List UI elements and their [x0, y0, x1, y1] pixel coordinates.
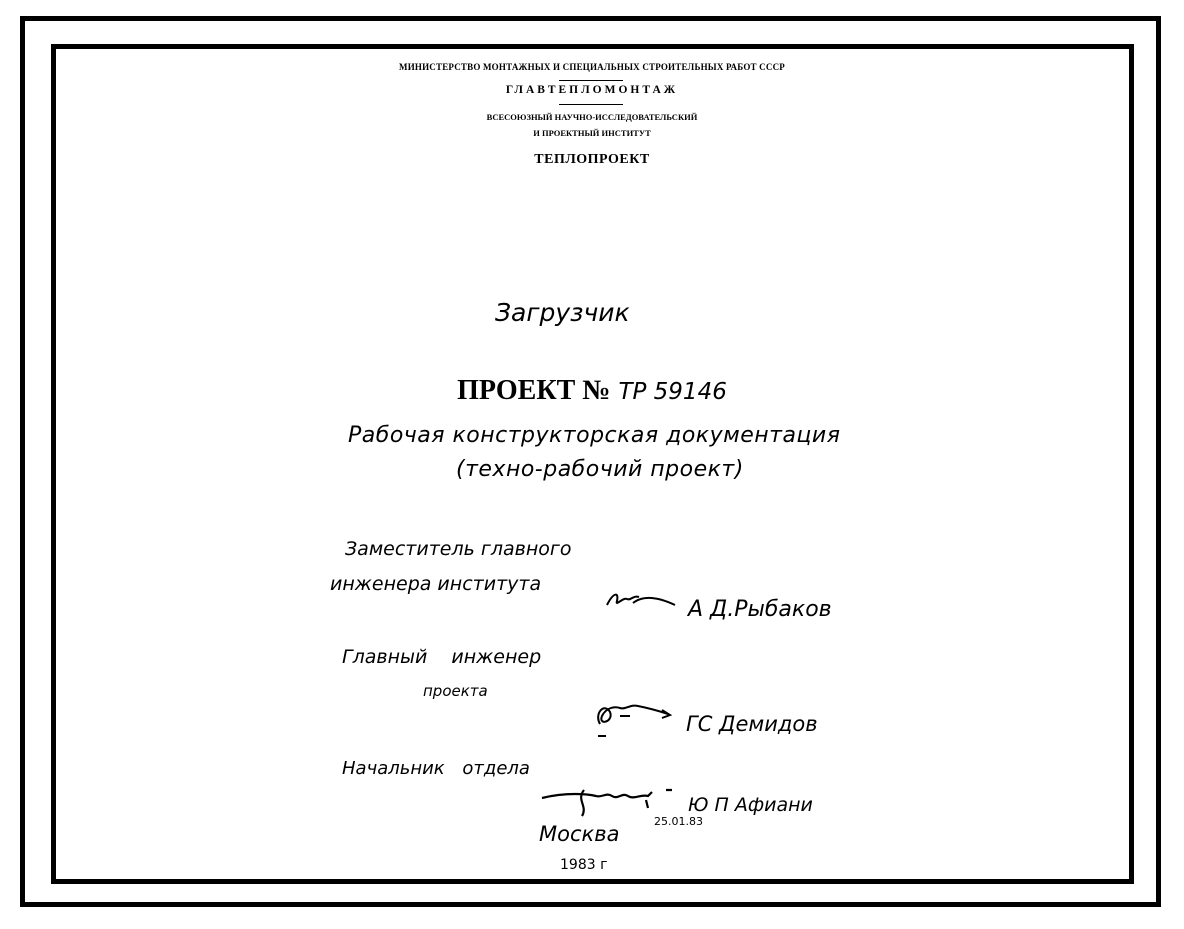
directorate-name: ГЛАВТЕПЛОМОНТАЖ: [505, 84, 679, 96]
doc-type-line2: (техно-рабочий проект): [456, 457, 744, 482]
city: Москва: [539, 822, 620, 846]
institute-line1: ВСЕСОЮЗНЫЙ НАУЧНО-ИССЛЕДОВАТЕЛЬСКИЙ: [486, 112, 698, 122]
deputy-title-line2: инженера института: [330, 573, 542, 595]
year: 1983 г: [560, 857, 608, 873]
project-label: ПРОЕКТ №: [457, 375, 611, 406]
header-rule-top: [559, 80, 623, 81]
deputy-signature-icon: [603, 585, 678, 615]
project-heading: [0, 375, 1184, 407]
deputy-title-line1: Заместитель главного: [345, 538, 572, 560]
institute-name: ТЕПЛОПРОЕКТ: [534, 152, 650, 167]
chief-title-line2: проекта: [423, 682, 488, 700]
institute-line2: И ПРОЕКТНЫЙ ИНСТИТУТ: [533, 128, 651, 138]
subject-title: Загрузчик: [495, 298, 630, 327]
chief-title-line1: Главный инженер: [342, 646, 542, 668]
chief-name: ГС Демидов: [686, 712, 818, 736]
head-title: Начальник отдела: [342, 758, 530, 779]
deputy-name: А Д.Рыбаков: [688, 597, 832, 622]
header-rule-bottom: [559, 104, 623, 105]
chief-signature-icon: [590, 692, 675, 742]
head-date: 25.01.83: [654, 815, 703, 828]
ministry-name: МИНИСТЕРСТВО МОНТАЖНЫХ И СПЕЦИАЛЬНЫХ СТРОИТЕЛЬНЫХ РАБОТ СССР: [399, 62, 785, 72]
head-name: Ю П Афиани: [688, 794, 813, 816]
project-number: ТР 59146: [618, 379, 727, 405]
doc-type-line1: Рабочая конструкторская документация: [348, 423, 841, 448]
